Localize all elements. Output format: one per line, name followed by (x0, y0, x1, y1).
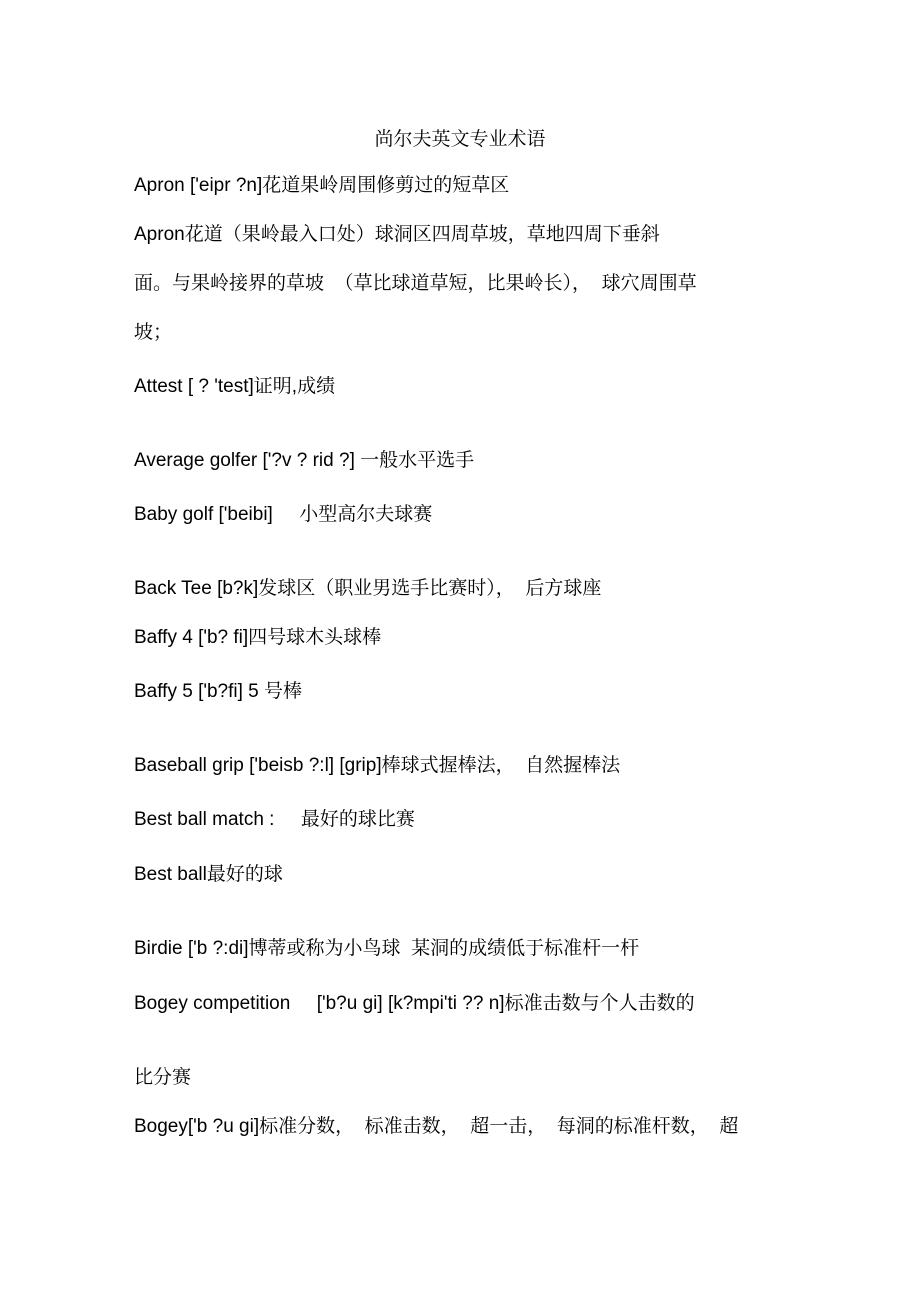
text-line: Birdie ['b ?:di]博蒂或称为小鸟球 某洞的成绩低于标准杆一杆 (134, 938, 640, 959)
text-line: Apron花道（果岭最入口处）球洞区四周草坡，草地四周下垂斜 (134, 224, 660, 245)
text-line: 坡； (134, 322, 173, 343)
document-title: 尚尔夫英文专业术语 (374, 129, 546, 150)
text-line: Best ball match : 最好的球比赛 (134, 809, 415, 830)
text-line: Baffy 5 ['b?fi] 5 号棒 (134, 681, 303, 702)
text-line: Baseball grip ['beisb ?:l] [grip]棒球式握棒法， 自然握棒法 (134, 755, 621, 776)
text-line: Bogey competition ['b?u gi] [k?mpi'ti ?? n]标准击数与个人击数的 (134, 993, 695, 1014)
text-line: Baffy 4 ['b? fi]四号球木头球棒 (134, 627, 382, 648)
text-line: 面。与果岭接界的草坡 （草比球道草短，比果岭长）， 球穴周围草 (134, 273, 697, 294)
text-line: Best ball最好的球 (134, 864, 283, 885)
text-line: Apron ['eipr ?n]花道果岭周围修剪过的短草区 (134, 175, 510, 196)
text-line: Attest [ ? 'test]证明,成绩 (134, 376, 336, 397)
text-line: Baby golf ['beibi] 小型高尔夫球赛 (134, 504, 433, 525)
text-line: Bogey['b ?u gi]标准分数， 标准击数， 超一击， 每洞的标准杆数， 超 (134, 1116, 739, 1137)
text-line: Average golfer ['?v ? rid ?] 一般水平选手 (134, 450, 475, 471)
text-line: Back Tee [b?k]发球区（职业男选手比赛时）， 后方球座 (134, 578, 602, 599)
text-line: 比分赛 (134, 1067, 192, 1088)
